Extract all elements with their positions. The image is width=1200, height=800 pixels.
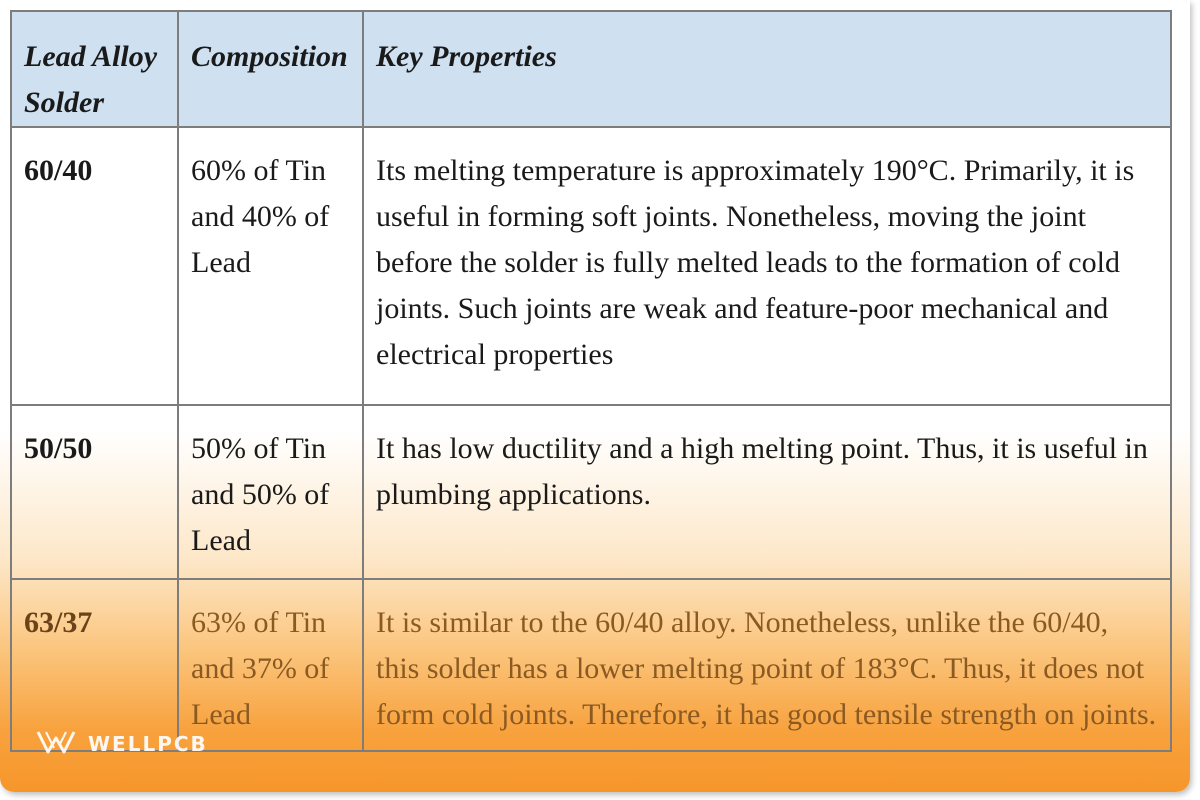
solder-alloy-table bbox=[10, 10, 1172, 752]
wellpcb-logo-icon bbox=[36, 728, 82, 760]
header-composition: Composition bbox=[178, 11, 363, 127]
table-row bbox=[11, 405, 1171, 579]
table-row bbox=[11, 579, 1171, 751]
alloy-cell: 60/40 bbox=[11, 127, 178, 405]
properties-cell: Its melting temperature is approximately 190°C. Primarily, it is useful in forming soft joints. Nonetheless, moving the joint before the solder is fully melted leads to the formation of cold joints. Such joints are weak and feature-poor mechanical and electrical properties bbox=[363, 127, 1171, 405]
table-header-row bbox=[11, 11, 1171, 127]
table-row bbox=[11, 127, 1171, 405]
wellpcb-logo-text: WELLPCB bbox=[88, 732, 208, 756]
composition-cell: 63% of Tin and 37% of Lead bbox=[178, 579, 363, 751]
composition-cell: 50% of Tin and 50% of Lead bbox=[178, 405, 363, 579]
properties-cell: It is similar to the 60/40 alloy. Nonetheless, unlike the 60/40, this solder has a lower melting point of 183°C. Thus, it does not form cold joints. Therefore, it has good tensile strength on joints. bbox=[363, 579, 1171, 751]
header-lead-alloy-solder: Lead Alloy Solder bbox=[11, 11, 178, 127]
wellpcb-watermark bbox=[36, 728, 208, 760]
composition-cell: 60% of Tin and 40% of Lead bbox=[178, 127, 363, 405]
alloy-cell: 50/50 bbox=[11, 405, 178, 579]
alloy-cell: 63/37 bbox=[11, 579, 178, 751]
header-key-properties: Key Properties bbox=[363, 11, 1171, 127]
properties-cell: It has low ductility and a high melting point. Thus, it is useful in plumbing applications. bbox=[363, 405, 1171, 579]
